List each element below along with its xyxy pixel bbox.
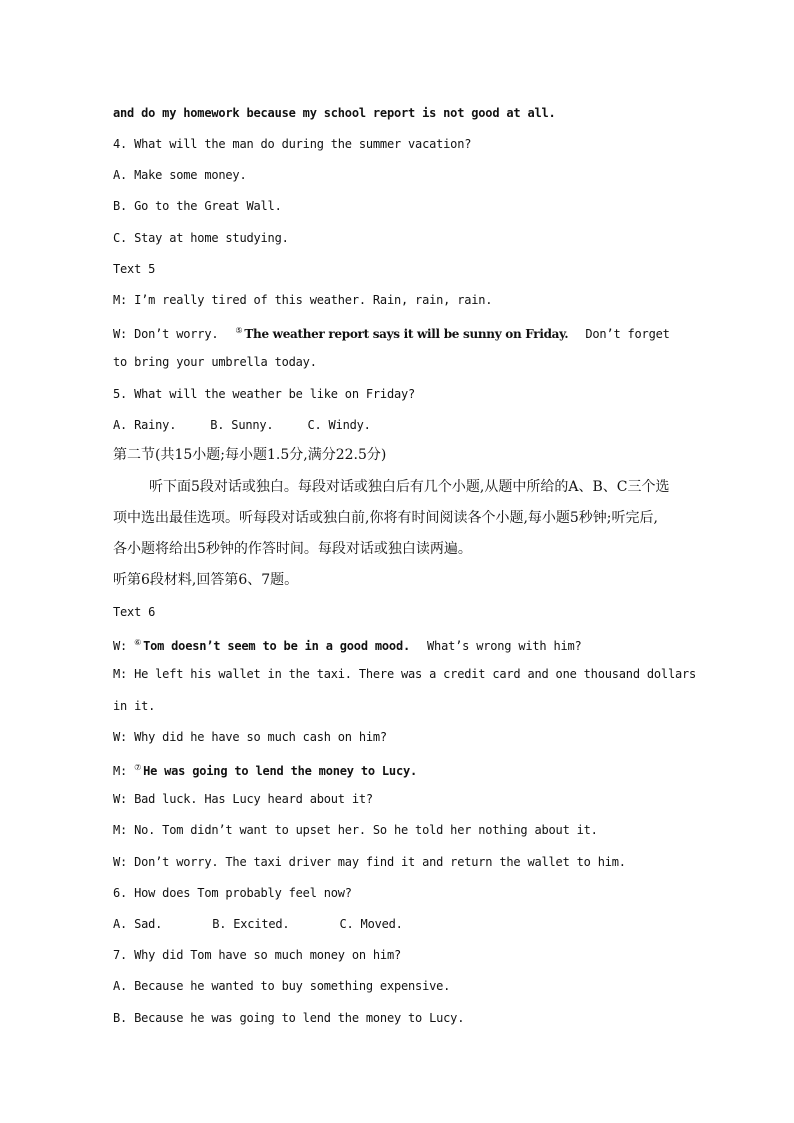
bold-answer-text: Tom doesn’t seem to be in a good mood. xyxy=(143,639,410,653)
option-4c: C. Stay at home studying. xyxy=(113,231,289,245)
dialogue-text: W: Don’t worry. xyxy=(113,327,219,341)
dialogue-line xyxy=(113,635,582,654)
text-5-heading: Text 5 xyxy=(113,262,156,276)
dialogue-line xyxy=(113,323,670,342)
dialogue-line: M: I’m really tired of this weather. Rain, rain, rain. xyxy=(113,293,493,307)
instruction-line: 项中选出最佳选项。听每段对话或独白前,你将有时间阅读各个小题,每小题5秒钟;听完后, xyxy=(113,510,658,526)
dialogue-text: M: xyxy=(113,764,135,778)
instruction-line: 听下面5段对话或独白。每段对话或独白后有几个小题,从题中所给的A、B、C三个选 xyxy=(149,479,670,495)
dialogue-line: M: He left his wallet in the taxi. There was a credit card and one thousand dollars xyxy=(113,667,697,681)
option-4a: A. Make some money. xyxy=(113,168,247,182)
text-6-heading: Text 6 xyxy=(113,605,156,619)
bold-answer-text: The weather report says it will be sunny on Friday. xyxy=(244,327,569,341)
option-5b: B. Sunny. xyxy=(210,418,274,432)
dialogue-text: Don’t forget xyxy=(585,327,670,341)
dialogue-line: W: Bad luck. Has Lucy heard about it? xyxy=(113,792,373,806)
dialogue-line: W: Don’t worry. The taxi driver may find it and return the wallet to him. xyxy=(113,855,626,869)
option-4b: B. Go to the Great Wall. xyxy=(113,199,282,213)
dialogue-line: to bring your umbrella today. xyxy=(113,355,317,369)
dialogue-line: M: No. Tom didn’t want to upset her. So he told her nothing about it. xyxy=(113,823,598,837)
instruction-line: 各小题将给出5秒钟的作答时间。每段对话或独白读两遍。 xyxy=(113,541,472,557)
option-6a: A. Sad. xyxy=(113,917,163,931)
dialogue-line: in it. xyxy=(113,699,156,713)
dialogue-line: W: Why did he have so much cash on him? xyxy=(113,730,387,744)
option-6c: C. Moved. xyxy=(339,917,403,931)
material-note: 听第6段材料,回答第6、7题。 xyxy=(113,572,299,588)
question-4: 4. What will the man do during the summer vacation? xyxy=(113,137,472,151)
question-6: 6. How does Tom probably feel now? xyxy=(113,886,352,900)
dialogue-text: What’s wrong with him? xyxy=(427,639,582,653)
section-2-heading: 第二节(共15小题;每小题1.5分,满分22.5分) xyxy=(113,447,387,463)
question-7: 7. Why did Tom have so much money on him? xyxy=(113,948,402,962)
dialogue-line xyxy=(113,760,417,779)
option-5c: C. Windy. xyxy=(307,418,371,432)
option-6b: B. Excited. xyxy=(212,917,290,931)
marker: ⑦ xyxy=(134,763,142,772)
option-7a: A. Because he wanted to buy something expensive. xyxy=(113,979,451,993)
dialogue-text: W: xyxy=(113,639,135,653)
question-5: 5. What will the weather be like on Friday? xyxy=(113,387,416,401)
text-line: and do my homework because my school report is not good at all. xyxy=(113,106,556,120)
options-6 xyxy=(113,916,403,932)
options-5 xyxy=(113,417,371,433)
option-5a: A. Rainy. xyxy=(113,418,177,432)
bold-answer-text: He was going to lend the money to Lucy. xyxy=(143,764,418,778)
marker: ⑥ xyxy=(134,638,142,647)
option-7b: B. Because he was going to lend the money to Lucy. xyxy=(113,1011,465,1025)
marker: ⑤ xyxy=(235,326,243,335)
